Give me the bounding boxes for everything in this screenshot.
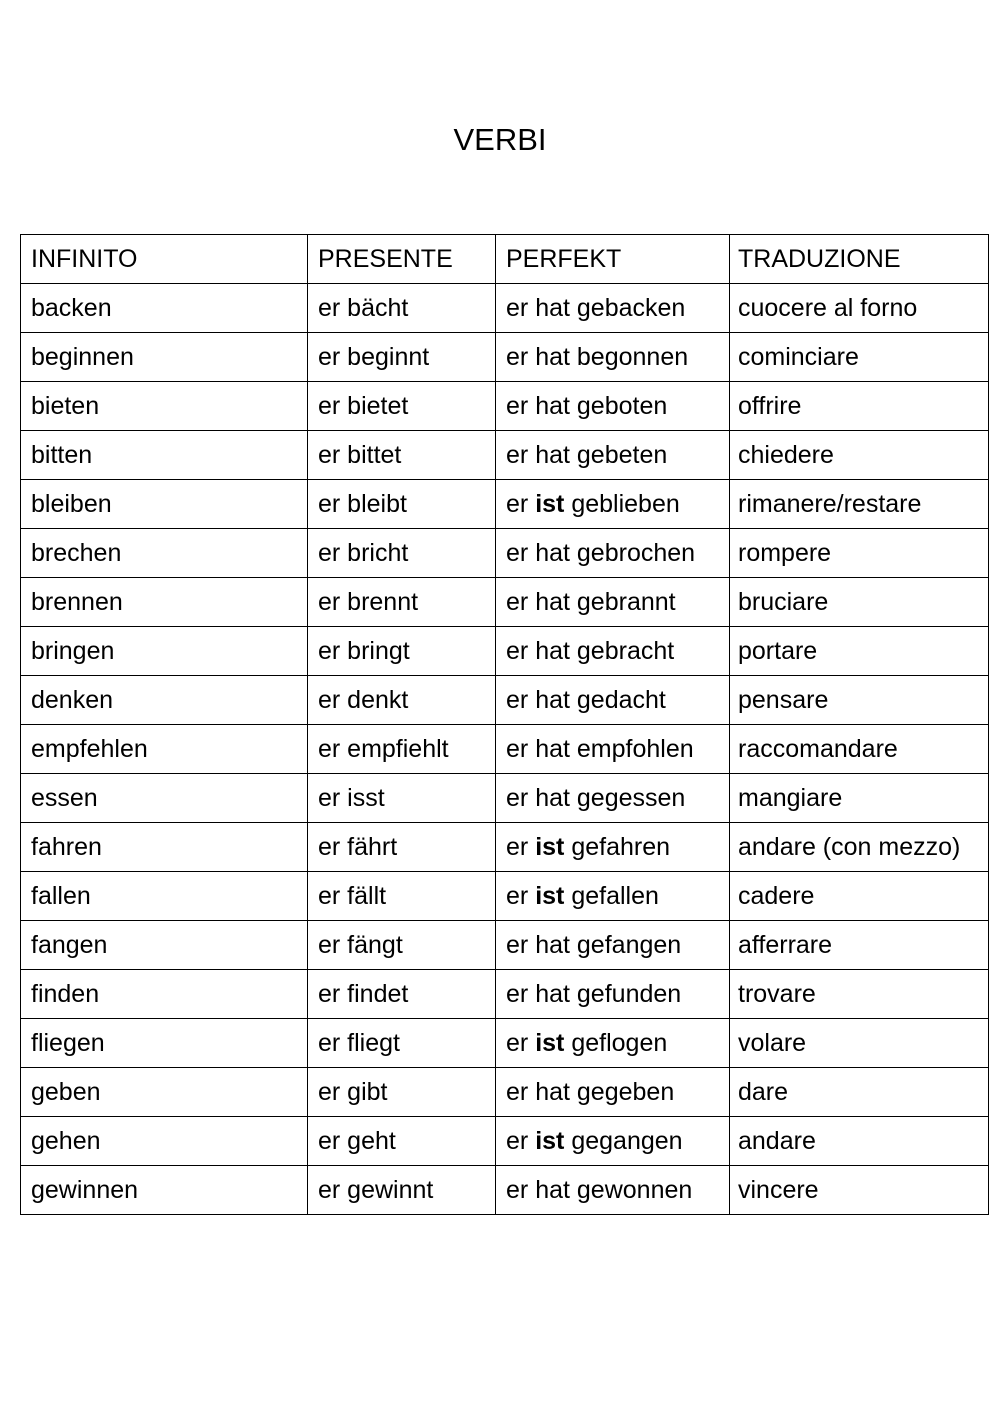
table-row bbox=[21, 1068, 989, 1117]
cell-infinito: bitten bbox=[21, 431, 308, 480]
table-row bbox=[21, 725, 989, 774]
cell-traduzione: raccomandare bbox=[730, 725, 989, 774]
perfekt-auxiliary: hat bbox=[535, 1078, 570, 1106]
cell-presente: er gibt bbox=[308, 1068, 496, 1117]
perfekt-auxiliary: hat bbox=[535, 931, 570, 959]
perfekt-participle: geboten bbox=[576, 392, 668, 420]
perfekt-participle: gegangen bbox=[571, 1127, 683, 1155]
cell-infinito: bringen bbox=[21, 627, 308, 676]
table-row bbox=[21, 480, 989, 529]
perfekt-auxiliary: hat bbox=[535, 637, 570, 665]
cell-infinito: gehen bbox=[21, 1117, 308, 1166]
cell-traduzione: vincere bbox=[730, 1166, 989, 1215]
cell-perfekt bbox=[496, 970, 730, 1019]
perfekt-auxiliary: hat bbox=[535, 980, 570, 1008]
cell-perfekt bbox=[496, 1166, 730, 1215]
perfekt-pronoun: er bbox=[506, 588, 529, 616]
perfekt-auxiliary: hat bbox=[535, 588, 570, 616]
perfekt-participle: gefangen bbox=[576, 931, 682, 959]
cell-presente: er fängt bbox=[308, 921, 496, 970]
perfekt-participle: geblieben bbox=[571, 490, 680, 518]
perfekt-participle: gewonnen bbox=[576, 1176, 693, 1204]
verb-table-body bbox=[21, 235, 989, 1215]
cell-presente: er denkt bbox=[308, 676, 496, 725]
perfekt-auxiliary: ist bbox=[535, 1127, 565, 1155]
perfekt-participle: empfohlen bbox=[576, 735, 694, 763]
cell-traduzione: afferrare bbox=[730, 921, 989, 970]
cell-infinito: beginnen bbox=[21, 333, 308, 382]
perfekt-participle: gefahren bbox=[571, 833, 671, 861]
cell-traduzione: pensare bbox=[730, 676, 989, 725]
cell-presente: er bächt bbox=[308, 284, 496, 333]
table-row bbox=[21, 382, 989, 431]
cell-perfekt bbox=[496, 774, 730, 823]
perfekt-auxiliary: ist bbox=[535, 1029, 565, 1057]
cell-presente: er beginnt bbox=[308, 333, 496, 382]
header-presente: PRESENTE bbox=[308, 235, 496, 284]
cell-perfekt bbox=[496, 480, 730, 529]
cell-infinito: bieten bbox=[21, 382, 308, 431]
perfekt-participle: gedacht bbox=[576, 686, 666, 714]
cell-traduzione: trovare bbox=[730, 970, 989, 1019]
table-row bbox=[21, 774, 989, 823]
cell-traduzione: cominciare bbox=[730, 333, 989, 382]
perfekt-participle: gegessen bbox=[576, 784, 686, 812]
perfekt-auxiliary: hat bbox=[535, 392, 570, 420]
perfekt-auxiliary: hat bbox=[535, 343, 570, 371]
cell-presente: er gewinnt bbox=[308, 1166, 496, 1215]
cell-presente: er bricht bbox=[308, 529, 496, 578]
cell-infinito: empfehlen bbox=[21, 725, 308, 774]
cell-presente: er findet bbox=[308, 970, 496, 1019]
cell-presente: er fliegt bbox=[308, 1019, 496, 1068]
perfekt-participle: geflogen bbox=[571, 1029, 668, 1057]
perfekt-pronoun: er bbox=[506, 343, 529, 371]
cell-perfekt bbox=[496, 529, 730, 578]
cell-perfekt bbox=[496, 823, 730, 872]
perfekt-pronoun: er bbox=[506, 784, 529, 812]
header-traduzione: TRADUZIONE bbox=[730, 235, 989, 284]
header-perfekt: PERFEKT bbox=[496, 235, 730, 284]
perfekt-auxiliary: hat bbox=[535, 539, 570, 567]
cell-traduzione: andare bbox=[730, 1117, 989, 1166]
cell-perfekt bbox=[496, 382, 730, 431]
perfekt-auxiliary: hat bbox=[535, 1176, 570, 1204]
table-row bbox=[21, 284, 989, 333]
header-infinito: INFINITO bbox=[21, 235, 308, 284]
cell-infinito: gewinnen bbox=[21, 1166, 308, 1215]
cell-traduzione: volare bbox=[730, 1019, 989, 1068]
cell-traduzione: rompere bbox=[730, 529, 989, 578]
cell-infinito: bleiben bbox=[21, 480, 308, 529]
table-row bbox=[21, 431, 989, 480]
cell-presente: er bittet bbox=[308, 431, 496, 480]
perfekt-participle: gebeten bbox=[576, 441, 668, 469]
table-row bbox=[21, 676, 989, 725]
cell-infinito: essen bbox=[21, 774, 308, 823]
cell-perfekt bbox=[496, 578, 730, 627]
perfekt-pronoun: er bbox=[506, 833, 529, 861]
perfekt-auxiliary: hat bbox=[535, 294, 570, 322]
table-row bbox=[21, 333, 989, 382]
cell-presente: er fährt bbox=[308, 823, 496, 872]
cell-perfekt bbox=[496, 1117, 730, 1166]
cell-traduzione: portare bbox=[730, 627, 989, 676]
table-row bbox=[21, 921, 989, 970]
perfekt-participle: gefallen bbox=[571, 882, 659, 910]
perfekt-pronoun: er bbox=[506, 931, 529, 959]
cell-traduzione: cadere bbox=[730, 872, 989, 921]
table-row bbox=[21, 1019, 989, 1068]
cell-traduzione: offrire bbox=[730, 382, 989, 431]
cell-traduzione: dare bbox=[730, 1068, 989, 1117]
cell-perfekt bbox=[496, 284, 730, 333]
perfekt-auxiliary: hat bbox=[535, 686, 570, 714]
cell-infinito: fahren bbox=[21, 823, 308, 872]
cell-perfekt bbox=[496, 1068, 730, 1117]
perfekt-auxiliary: ist bbox=[535, 490, 565, 518]
table-row bbox=[21, 1166, 989, 1215]
cell-perfekt bbox=[496, 627, 730, 676]
cell-infinito: geben bbox=[21, 1068, 308, 1117]
perfekt-pronoun: er bbox=[506, 637, 529, 665]
perfekt-pronoun: er bbox=[506, 1078, 529, 1106]
perfekt-pronoun: er bbox=[506, 1127, 529, 1155]
perfekt-participle: begonnen bbox=[576, 343, 689, 371]
cell-perfekt bbox=[496, 676, 730, 725]
cell-presente: er empfiehlt bbox=[308, 725, 496, 774]
verb-table bbox=[20, 234, 989, 1215]
cell-traduzione: rimanere/restare bbox=[730, 480, 989, 529]
cell-perfekt bbox=[496, 1019, 730, 1068]
cell-presente: er bleibt bbox=[308, 480, 496, 529]
perfekt-pronoun: er bbox=[506, 735, 529, 763]
perfekt-auxiliary: ist bbox=[535, 833, 565, 861]
cell-presente: er brennt bbox=[308, 578, 496, 627]
perfekt-pronoun: er bbox=[506, 1176, 529, 1204]
cell-traduzione: chiedere bbox=[730, 431, 989, 480]
perfekt-pronoun: er bbox=[506, 686, 529, 714]
table-row bbox=[21, 578, 989, 627]
perfekt-auxiliary: ist bbox=[535, 882, 565, 910]
table-row bbox=[21, 872, 989, 921]
perfekt-participle: gefunden bbox=[576, 980, 682, 1008]
cell-perfekt bbox=[496, 725, 730, 774]
perfekt-pronoun: er bbox=[506, 441, 529, 469]
cell-infinito: brennen bbox=[21, 578, 308, 627]
cell-infinito: fallen bbox=[21, 872, 308, 921]
cell-infinito: brechen bbox=[21, 529, 308, 578]
table-row bbox=[21, 823, 989, 872]
perfekt-participle: gebrochen bbox=[576, 539, 696, 567]
perfekt-pronoun: er bbox=[506, 1029, 529, 1057]
cell-traduzione: cuocere al forno bbox=[730, 284, 989, 333]
perfekt-participle: gebacken bbox=[576, 294, 686, 322]
table-row bbox=[21, 529, 989, 578]
perfekt-pronoun: er bbox=[506, 294, 529, 322]
table-row bbox=[21, 627, 989, 676]
perfekt-pronoun: er bbox=[506, 980, 529, 1008]
perfekt-participle: gegeben bbox=[576, 1078, 675, 1106]
cell-traduzione: bruciare bbox=[730, 578, 989, 627]
cell-perfekt bbox=[496, 921, 730, 970]
cell-perfekt bbox=[496, 333, 730, 382]
cell-infinito: fliegen bbox=[21, 1019, 308, 1068]
table-row bbox=[21, 970, 989, 1019]
perfekt-pronoun: er bbox=[506, 539, 529, 567]
perfekt-auxiliary: hat bbox=[535, 735, 570, 763]
cell-perfekt bbox=[496, 431, 730, 480]
cell-infinito: backen bbox=[21, 284, 308, 333]
perfekt-participle: gebracht bbox=[576, 637, 675, 665]
cell-traduzione: mangiare bbox=[730, 774, 989, 823]
cell-presente: er geht bbox=[308, 1117, 496, 1166]
cell-infinito: denken bbox=[21, 676, 308, 725]
perfekt-auxiliary: hat bbox=[535, 784, 570, 812]
cell-infinito: finden bbox=[21, 970, 308, 1019]
cell-infinito: fangen bbox=[21, 921, 308, 970]
cell-presente: er bringt bbox=[308, 627, 496, 676]
perfekt-pronoun: er bbox=[506, 392, 529, 420]
cell-traduzione: andare (con mezzo) bbox=[730, 823, 989, 872]
perfekt-pronoun: er bbox=[506, 882, 529, 910]
table-row bbox=[21, 1117, 989, 1166]
cell-presente: er isst bbox=[308, 774, 496, 823]
cell-presente: er bietet bbox=[308, 382, 496, 431]
perfekt-auxiliary: hat bbox=[535, 441, 570, 469]
table-header-row bbox=[21, 235, 989, 284]
cell-perfekt bbox=[496, 872, 730, 921]
page-title: VERBI bbox=[453, 122, 547, 157]
cell-presente: er fällt bbox=[308, 872, 496, 921]
perfekt-pronoun: er bbox=[506, 490, 529, 518]
perfekt-participle: gebrannt bbox=[576, 588, 676, 616]
